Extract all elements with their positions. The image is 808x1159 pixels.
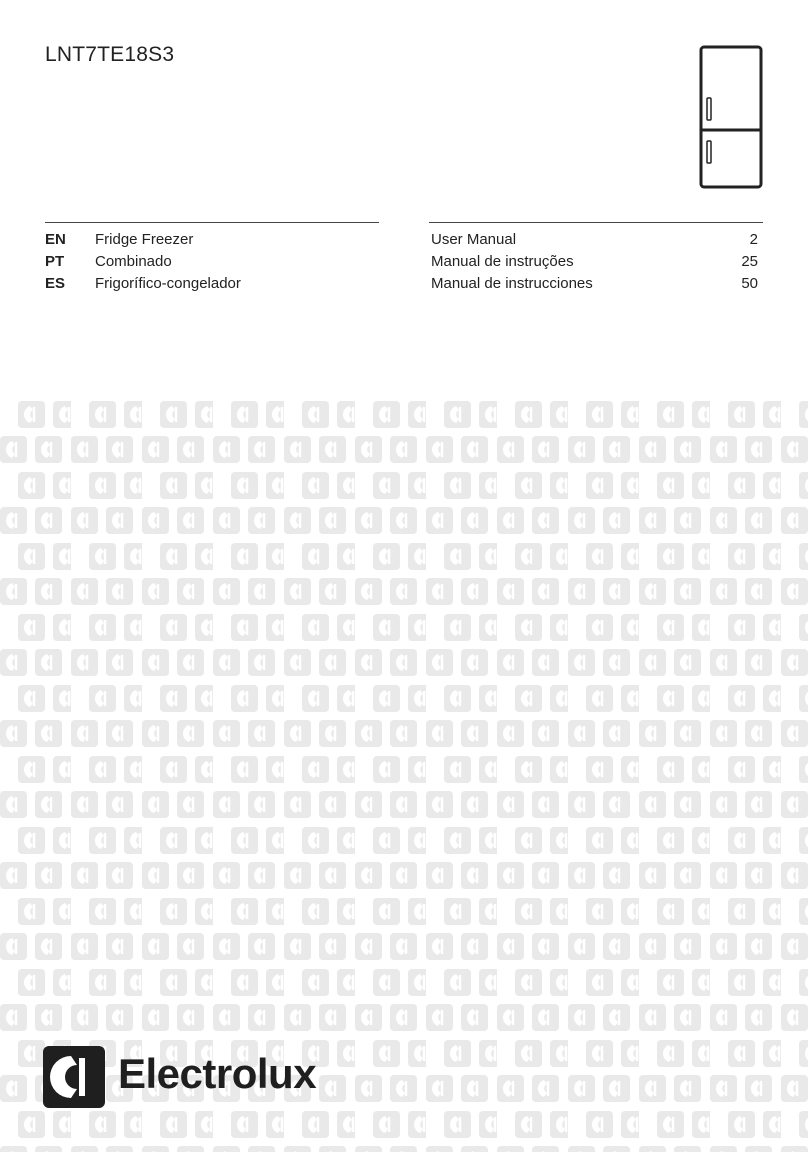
product-name: Combinado xyxy=(95,253,172,270)
divider-right xyxy=(429,222,763,223)
language-code: ES xyxy=(45,275,66,292)
manual-title: User Manual xyxy=(431,231,517,248)
electrolux-logo-mark xyxy=(43,1046,105,1108)
divider-left xyxy=(45,222,379,223)
product-name: Frigorífico-congelador xyxy=(95,275,241,292)
model-title: LNT7TE18S3 xyxy=(45,43,175,66)
language-code: EN xyxy=(45,231,66,248)
language-row-pt[interactable] xyxy=(45,251,763,272)
page-number: 50 xyxy=(741,275,758,292)
product-name: Fridge Freezer xyxy=(95,231,194,248)
brand-wordmark: Electrolux xyxy=(118,1050,317,1097)
fridge-freezer-icon xyxy=(698,44,764,190)
manual-title: Manual de instrucciones xyxy=(431,275,593,292)
language-row-en[interactable] xyxy=(45,229,763,250)
page-number: 25 xyxy=(741,253,758,270)
electrolux-logo-pattern xyxy=(0,395,808,1152)
page-number: 2 xyxy=(749,231,758,248)
language-code: PT xyxy=(45,253,65,270)
language-row-es[interactable] xyxy=(45,273,763,294)
manual-title: Manual de instruções xyxy=(431,253,574,270)
